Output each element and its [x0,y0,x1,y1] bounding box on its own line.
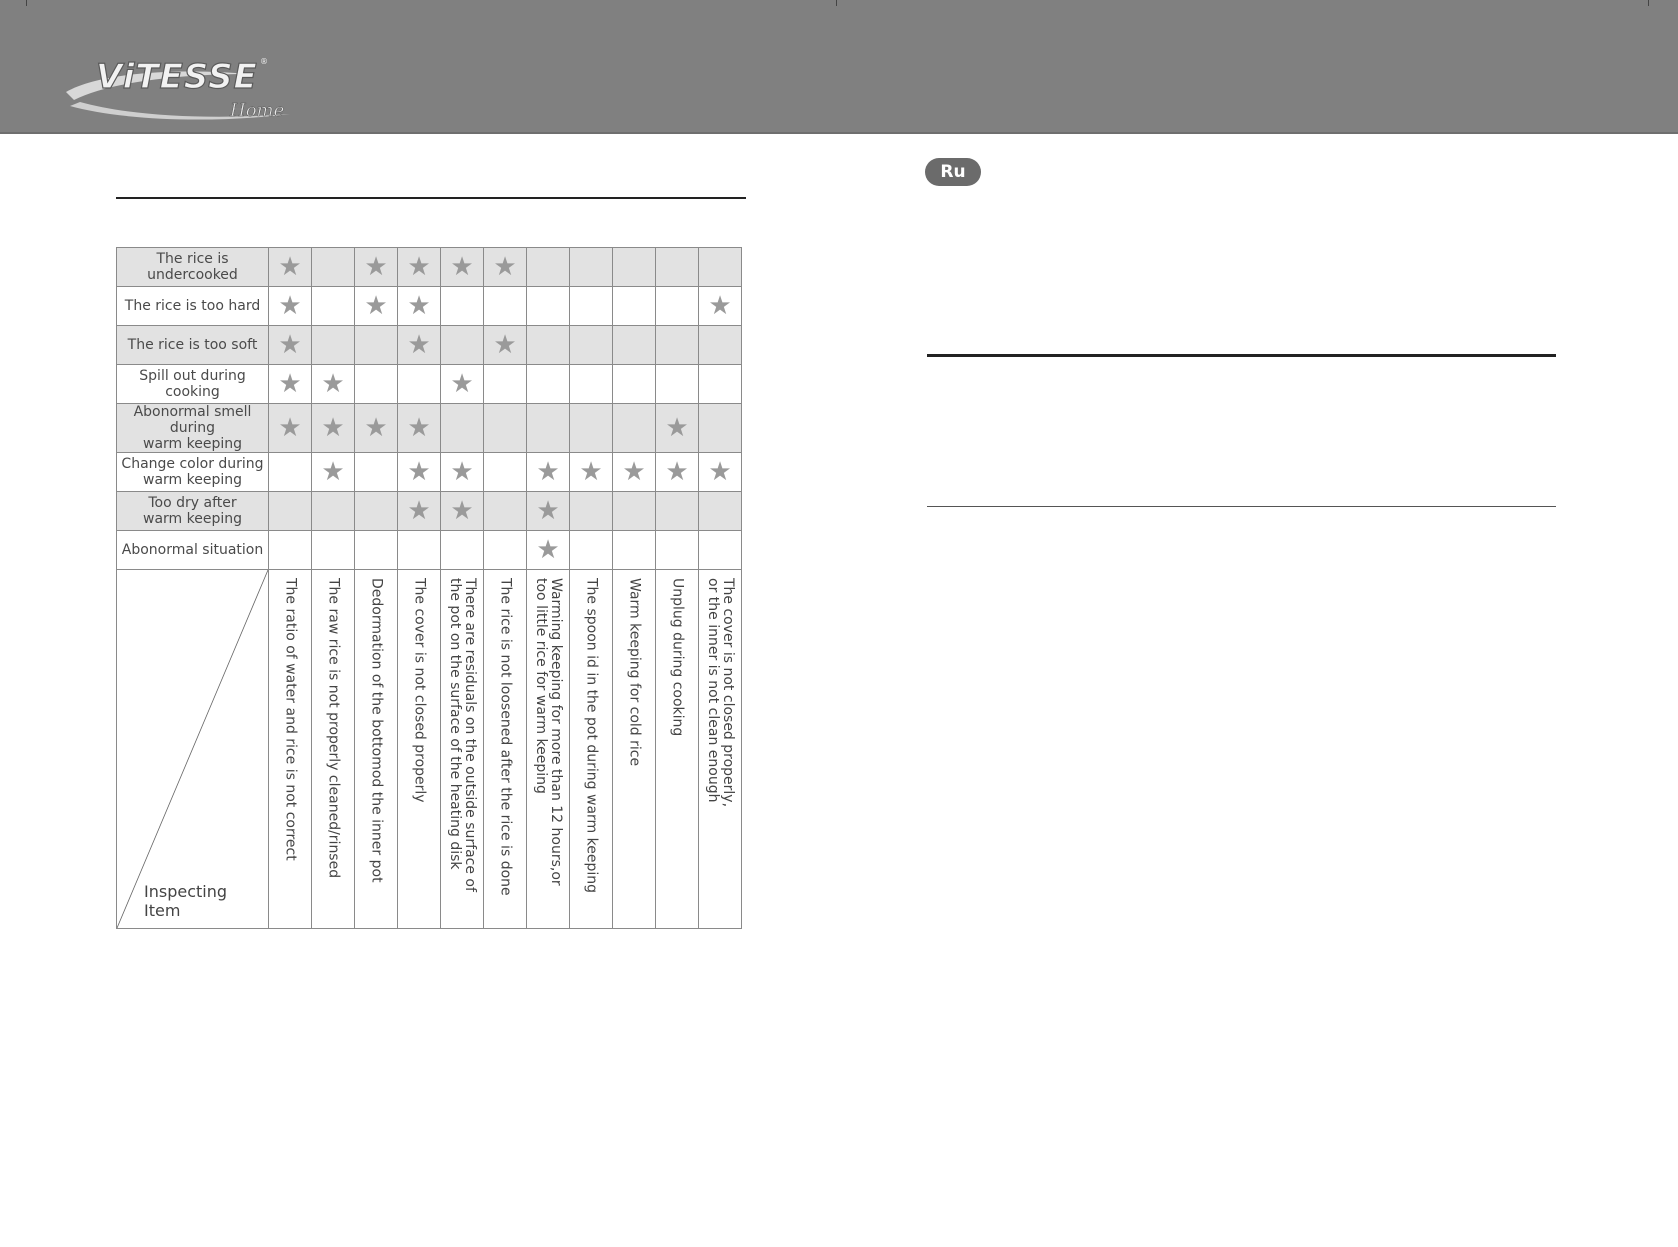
inspecting-item-corner [117,570,269,929]
cause-cell [656,570,699,929]
empty-cell [613,248,656,287]
star-mark-icon: ★ [269,404,312,453]
symptom-label: Abonormal smell during warm keeping [117,404,269,453]
symptom-label: The rice is too soft [117,326,269,365]
empty-cell [355,453,398,492]
symptom-label: Spill out during cooking [117,365,269,404]
empty-cell [312,326,355,365]
star-mark-icon: ★ [527,531,570,570]
star-mark-icon: ★ [484,248,527,287]
star-mark-icon: ★ [398,404,441,453]
empty-cell [613,326,656,365]
empty-cell [269,453,312,492]
empty-cell [527,326,570,365]
empty-cell [656,531,699,570]
symptom-label: Change color during warm keeping [117,453,269,492]
empty-cell [699,404,742,453]
cause-label: Unplug during cooking [669,578,686,737]
empty-cell [441,287,484,326]
empty-cell [269,492,312,531]
empty-cell [656,326,699,365]
cause-cell [441,570,484,929]
cause-cell [484,570,527,929]
empty-cell [355,531,398,570]
star-mark-icon: ★ [699,453,742,492]
empty-cell [570,531,613,570]
empty-cell [570,248,613,287]
empty-cell [484,287,527,326]
star-mark-icon: ★ [441,365,484,404]
language-badge: Ru [925,158,981,186]
cause-label: The spoon id in the pot during warm keeping [583,578,600,893]
cause-cell [613,570,656,929]
empty-cell [441,404,484,453]
empty-cell [570,326,613,365]
empty-cell [398,531,441,570]
star-mark-icon: ★ [398,453,441,492]
cause-cell [570,570,613,929]
empty-cell [484,492,527,531]
star-mark-icon: ★ [527,453,570,492]
inspecting-item-label: Inspecting Item [144,882,228,920]
empty-cell [699,248,742,287]
empty-cell [441,531,484,570]
symptom-row [117,326,742,365]
crop-mark [26,0,27,6]
symptom-row [117,492,742,531]
empty-cell [570,365,613,404]
left-section-rule [116,197,746,199]
star-mark-icon: ★ [441,453,484,492]
svg-text:Home: Home [230,100,285,121]
cause-cell [527,570,570,929]
cause-cell [312,570,355,929]
cause-label: The cover is not closed properly [411,578,428,803]
cause-label: Dedormation of the bottomod the inner pot [368,578,385,883]
empty-cell [398,365,441,404]
empty-cell [484,365,527,404]
empty-cell [613,492,656,531]
symptom-row [117,531,742,570]
cause-label: Warming keeping for more than 12 hours,or too little rice for warm keeping [533,578,564,886]
empty-cell [312,492,355,531]
empty-cell [527,404,570,453]
star-mark-icon: ★ [312,404,355,453]
diagonal-divider [117,570,268,928]
star-mark-icon: ★ [269,326,312,365]
empty-cell [613,287,656,326]
empty-cell [355,365,398,404]
vitesse-home-logo [60,50,310,125]
cause-label: The cover is not closed properly, or the inner is not clean enough [705,578,736,808]
star-mark-icon: ★ [355,404,398,453]
cause-cell [398,570,441,929]
empty-cell [699,326,742,365]
cause-cell [355,570,398,929]
right-section-rule-bottom [927,506,1556,507]
empty-cell [527,365,570,404]
star-mark-icon: ★ [699,287,742,326]
cause-header-row [117,570,742,929]
empty-cell [613,404,656,453]
symptom-row [117,248,742,287]
star-mark-icon: ★ [269,248,312,287]
crop-mark [836,0,837,6]
star-mark-icon: ★ [355,248,398,287]
star-mark-icon: ★ [441,248,484,287]
star-mark-icon: ★ [441,492,484,531]
symptom-label: Abonormal situation [117,531,269,570]
empty-cell [656,492,699,531]
star-mark-icon: ★ [355,287,398,326]
star-mark-icon: ★ [398,248,441,287]
star-mark-icon: ★ [613,453,656,492]
star-mark-icon: ★ [527,492,570,531]
crop-mark [1648,0,1649,6]
symptom-label: The rice is undercooked [117,248,269,287]
star-mark-icon: ★ [312,365,355,404]
empty-cell [699,492,742,531]
symptom-rows [117,248,742,570]
empty-cell [312,531,355,570]
star-mark-icon: ★ [570,453,613,492]
cause-label: The rice is not loosened after the rice is done [497,578,514,896]
symptom-row [117,404,742,453]
star-mark-icon: ★ [269,365,312,404]
star-mark-icon: ★ [312,453,355,492]
empty-cell [570,287,613,326]
cause-label: The raw rice is not properly cleaned/rinsed [325,578,342,879]
star-mark-icon: ★ [398,492,441,531]
svg-text:ViTESSE: ViTESSE [96,57,258,97]
empty-cell [312,287,355,326]
empty-cell [355,326,398,365]
cause-cell [699,570,742,929]
symptom-label: The rice is too hard [117,287,269,326]
star-mark-icon: ★ [269,287,312,326]
empty-cell [570,492,613,531]
empty-cell [484,404,527,453]
symptom-row [117,365,742,404]
star-mark-icon: ★ [484,326,527,365]
symptom-row [117,287,742,326]
symptom-row [117,453,742,492]
cause-label: There are residuals on the outside surface of the pot on the surface of the heating disk [447,578,478,892]
empty-cell [484,453,527,492]
svg-text:®: ® [260,57,268,66]
cause-label: The ratio of water and rice is not correct [282,578,299,861]
empty-cell [656,365,699,404]
empty-cell [441,326,484,365]
cause-label: Warm keeping for cold rice [626,578,643,767]
empty-cell [656,287,699,326]
right-section-rule-top [927,354,1556,357]
empty-cell [613,365,656,404]
empty-cell [699,531,742,570]
empty-cell [312,248,355,287]
header-band [0,0,1678,134]
empty-cell [527,287,570,326]
empty-cell [527,248,570,287]
star-mark-icon: ★ [398,326,441,365]
cause-cell [269,570,312,929]
star-mark-icon: ★ [398,287,441,326]
star-mark-icon: ★ [656,404,699,453]
empty-cell [269,531,312,570]
empty-cell [484,531,527,570]
empty-cell [570,404,613,453]
empty-cell [699,365,742,404]
symptom-label: Too dry after warm keeping [117,492,269,531]
star-mark-icon: ★ [656,453,699,492]
empty-cell [355,492,398,531]
empty-cell [656,248,699,287]
empty-cell [613,531,656,570]
troubleshooting-table [116,247,742,929]
